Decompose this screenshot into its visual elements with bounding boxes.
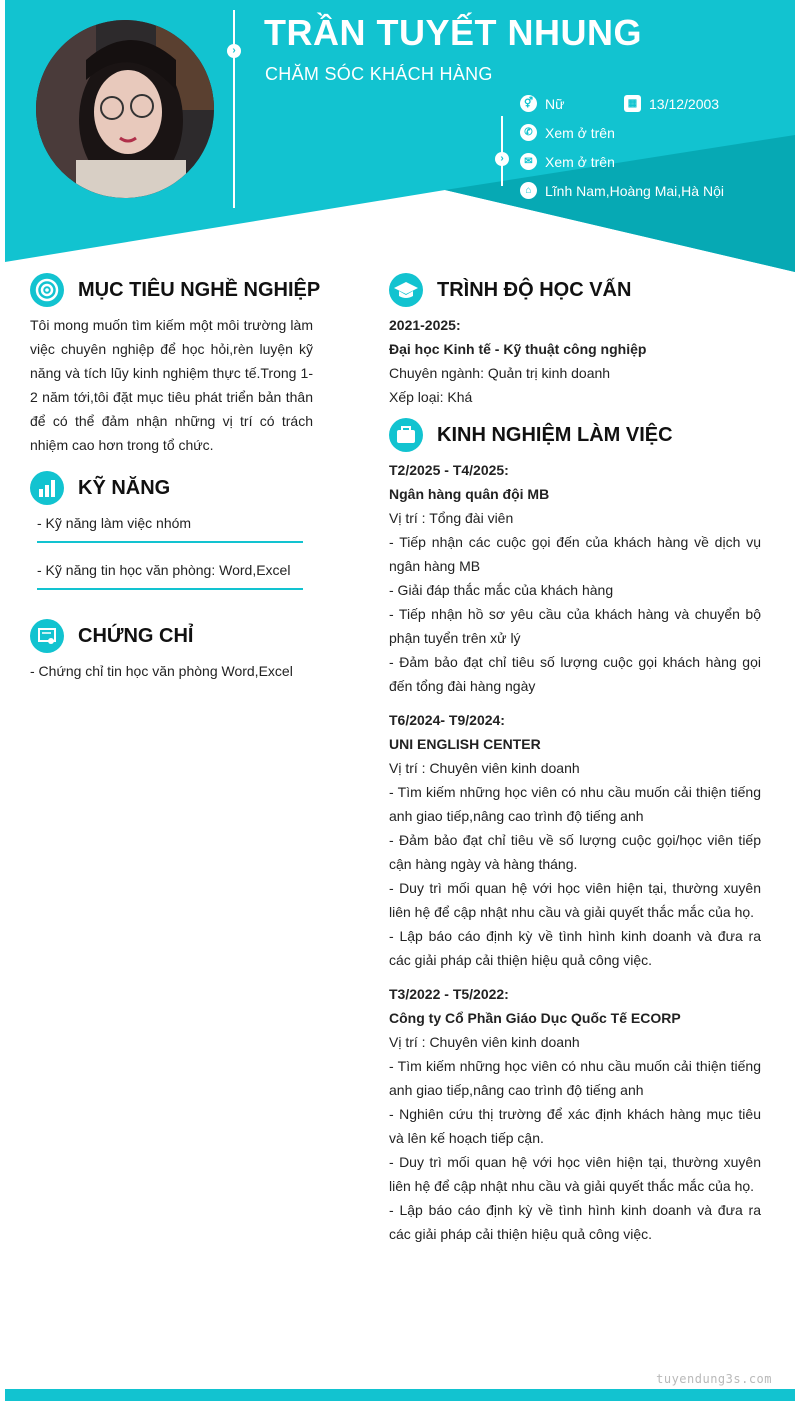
phone-icon: ✆ bbox=[520, 124, 537, 141]
education-period: 2021-2025: bbox=[389, 317, 461, 333]
calendar-icon: ▦ bbox=[624, 95, 641, 112]
job-duty: - Tiếp nhận các cuộc gọi đến của khách hàng về dịch vụ ngân hàng MB bbox=[389, 534, 761, 574]
job-duty: - Giải đáp thắc mắc của khách hàng bbox=[389, 582, 614, 598]
contact-divider bbox=[501, 116, 503, 186]
job-entry bbox=[389, 982, 761, 1246]
job-duty: - Tiếp nhận hồ sơ yêu cầu của khách hàng và chuyển bộ phận tuyển trên xử lý bbox=[389, 606, 761, 646]
gender-text: Nữ bbox=[545, 95, 565, 112]
job-period: T3/2022 - T5/2022: bbox=[389, 986, 509, 1002]
job-position: Vị trí : Chuyên viên kinh doanh bbox=[389, 1034, 580, 1050]
education-details bbox=[389, 313, 761, 409]
mail-icon: ✉ bbox=[520, 153, 537, 170]
skill-item: - Kỹ năng làm việc nhóm bbox=[37, 515, 192, 531]
certificates-title: CHỨNG CHỈ bbox=[78, 624, 194, 647]
objective-heading bbox=[30, 273, 320, 307]
job-period: T6/2024- T9/2024: bbox=[389, 712, 505, 728]
skills-title: KỸ NĂNG bbox=[78, 476, 171, 499]
objective-text: Tôi mong muốn tìm kiếm một môi trường làm việc chuyên nghiệp để học hỏi,rèn luyện kỹ năng và tích lũy kinh nghiệm thực tế.Trong 1-2 năm tới,tôi đặt mục tiêu phát triển bản thân để có thể đảm nhận những vị trí có trách nhiệm cao hơn trong tổ chức. bbox=[30, 317, 313, 453]
birthdate-text: 13/12/2003 bbox=[649, 95, 720, 112]
address-text: Lĩnh Nam,Hoàng Mai,Hà Nội bbox=[545, 182, 724, 199]
job-period: T2/2025 - T4/2025: bbox=[389, 462, 509, 478]
skills-heading bbox=[30, 471, 170, 505]
skill-divider bbox=[37, 588, 303, 590]
job-duty: - Lập báo cáo định kỳ về tình hình kinh doanh và đưa ra các giải pháp cải thiện hiệu quả công việc. bbox=[389, 928, 761, 968]
chevron-right-icon: › bbox=[227, 44, 241, 58]
job-entry bbox=[389, 708, 761, 972]
gender-icon: ⚥ bbox=[520, 95, 537, 112]
candidate-role: CHĂM SÓC KHÁCH HÀNG bbox=[265, 64, 493, 84]
job-duty: - Nghiên cứu thị trường để xác định khách hàng mục tiêu và lên kế hoạch tiếp cận. bbox=[389, 1106, 761, 1146]
phone-info bbox=[520, 124, 615, 141]
phone-text: Xem ở trên bbox=[545, 124, 615, 141]
job-duty: - Tìm kiếm những học viên có nhu cầu muốn cải thiện tiếng anh giao tiếp,nâng cao trình độ tiếng anh bbox=[389, 1058, 761, 1098]
certificates-heading bbox=[30, 619, 193, 653]
job-duty: - Lập báo cáo định kỳ về tình hình kinh doanh và đưa ra các giải pháp cải thiện hiệu quả công việc. bbox=[389, 1202, 761, 1242]
job-company: Công ty Cổ Phần Giáo Dục Quốc Tế ECORP bbox=[389, 1010, 681, 1026]
job-company: UNI ENGLISH CENTER bbox=[389, 736, 541, 752]
experience-title: KINH NGHIỆM LÀM VIỆC bbox=[437, 423, 673, 446]
briefcase-icon bbox=[389, 418, 423, 452]
job-position: Vị trí : Chuyên viên kinh doanh bbox=[389, 760, 580, 776]
gender-info bbox=[520, 95, 564, 112]
email-text: Xem ở trên bbox=[545, 153, 615, 170]
job-company: Ngân hàng quân đội MB bbox=[389, 486, 550, 502]
job-duty: - Duy trì mối quan hệ với học viên hiện tại, thường xuyên liên hệ để cập nhật nhu cầu và giải quyết thắc mắc của họ. bbox=[389, 1154, 761, 1194]
avatar bbox=[36, 20, 214, 198]
chevron-right-icon: › bbox=[495, 152, 509, 166]
job-duty: - Duy trì mối quan hệ với học viên hiện tại, thường xuyên liên hệ để cập nhật nhu cầu và giải quyết thắc mắc của họ. bbox=[389, 880, 761, 920]
skill-divider bbox=[37, 541, 303, 543]
job-duty: - Đảm bảo đạt chỉ tiêu về số lượng cuộc gọi/học viên tiếp cận hàng ngày và hàng tháng. bbox=[389, 832, 761, 872]
bar-chart-icon bbox=[30, 471, 64, 505]
experience-heading bbox=[389, 418, 673, 452]
target-icon bbox=[30, 273, 64, 307]
objective-title: MỤC TIÊU NGHỀ NGHIỆP bbox=[78, 278, 321, 301]
education-major: Chuyên ngành: Quản trị kinh doanh bbox=[389, 365, 611, 381]
education-school: Đại học Kinh tế - Kỹ thuật công nghiệp bbox=[389, 341, 647, 357]
skill-item: - Kỹ năng tin học văn phòng: Word,Excel bbox=[37, 562, 291, 578]
job-duty: - Đảm bảo đạt chỉ tiêu số lượng cuộc gọi khách hàng gọi đến tổng đài hàng ngày bbox=[389, 654, 761, 694]
job-duty: - Tìm kiếm những học viên có nhu cầu muốn cải thiện tiếng anh giao tiếp,nâng cao trình độ tiếng anh bbox=[389, 784, 761, 824]
education-grade: Xếp loại: Khá bbox=[389, 389, 473, 405]
job-entry bbox=[389, 458, 761, 698]
certificate-item: - Chứng chỉ tin học văn phòng Word,Excel bbox=[30, 663, 293, 679]
footer-bar bbox=[5, 1389, 795, 1401]
watermark: tuyendung3s.com bbox=[656, 1372, 772, 1386]
home-icon: ⌂ bbox=[520, 182, 537, 199]
certificate-icon bbox=[30, 619, 64, 653]
birthdate-info bbox=[624, 95, 719, 112]
candidate-name: TRẦN TUYẾT NHUNG bbox=[264, 12, 642, 53]
education-heading bbox=[389, 273, 631, 307]
graduation-cap-icon bbox=[389, 273, 423, 307]
job-position: Vị trí : Tổng đài viên bbox=[389, 510, 514, 526]
email-info bbox=[520, 153, 615, 170]
address-info bbox=[520, 182, 724, 199]
header-divider bbox=[233, 10, 235, 208]
education-title: TRÌNH ĐỘ HỌC VẤN bbox=[437, 278, 632, 301]
